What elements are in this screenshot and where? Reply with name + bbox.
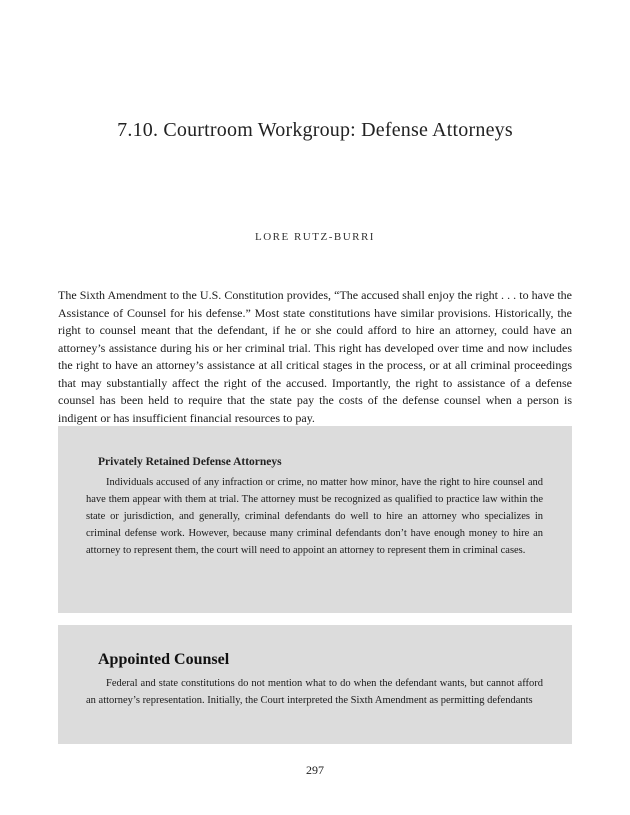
section-heading: Privately Retained Defense Attorneys [98, 456, 282, 468]
section-content [86, 456, 543, 559]
appointed-counsel-section [58, 625, 572, 744]
section-heading: Appointed Counsel [98, 651, 230, 668]
page-number: 297 [306, 763, 324, 777]
page-title: 7.10. Courtroom Workgroup: Defense Attorneys [117, 119, 513, 141]
section-body: Individuals accused of any infraction or crime, no matter how minor, have the right to hire counsel and have them appear with them at trial. The attorney must be recognized as qualified to practice law within the state or jurisdiction, and generally, criminal defendants do well to hire an attorney who specializes in criminal defense work. However, because many criminal defendants don’t have enough money to hire an attorney to represent them, the court will need to appoint an attorney to represent them in criminal cases. [86, 477, 543, 556]
section-content [86, 651, 543, 709]
author-name: LORE RUTZ-BURRI [255, 231, 375, 243]
privately-retained-section [58, 426, 572, 613]
section-body: Federal and state constitutions do not mention what to do when the defendant wants, but cannot afford an attorney’s representation. Initially, the Court interpreted the Sixth Amendment as permitting defendants [86, 678, 543, 706]
intro-paragraph: The Sixth Amendment to the U.S. Constitution provides, “The accused shall enjoy the right . . . to have the Assistance of Counsel for his defense.” Most state constitutions have similar provisions. Historically, the right to counsel meant that the defendant, if he or she could afford to hire an attorney, could have an attorney’s assistance during his or her criminal trial. This right has developed over time and now includes the right to have an attorney’s assistance at all critical stages in the process, or at all criminal proceedings that may substantially affect the right of the accused. Importantly, the right to assistance of a defense counsel has been held to require that the state pay the costs of the defense counsel when a person is indigent or has insufficient financial resources to pay. [58, 288, 572, 425]
